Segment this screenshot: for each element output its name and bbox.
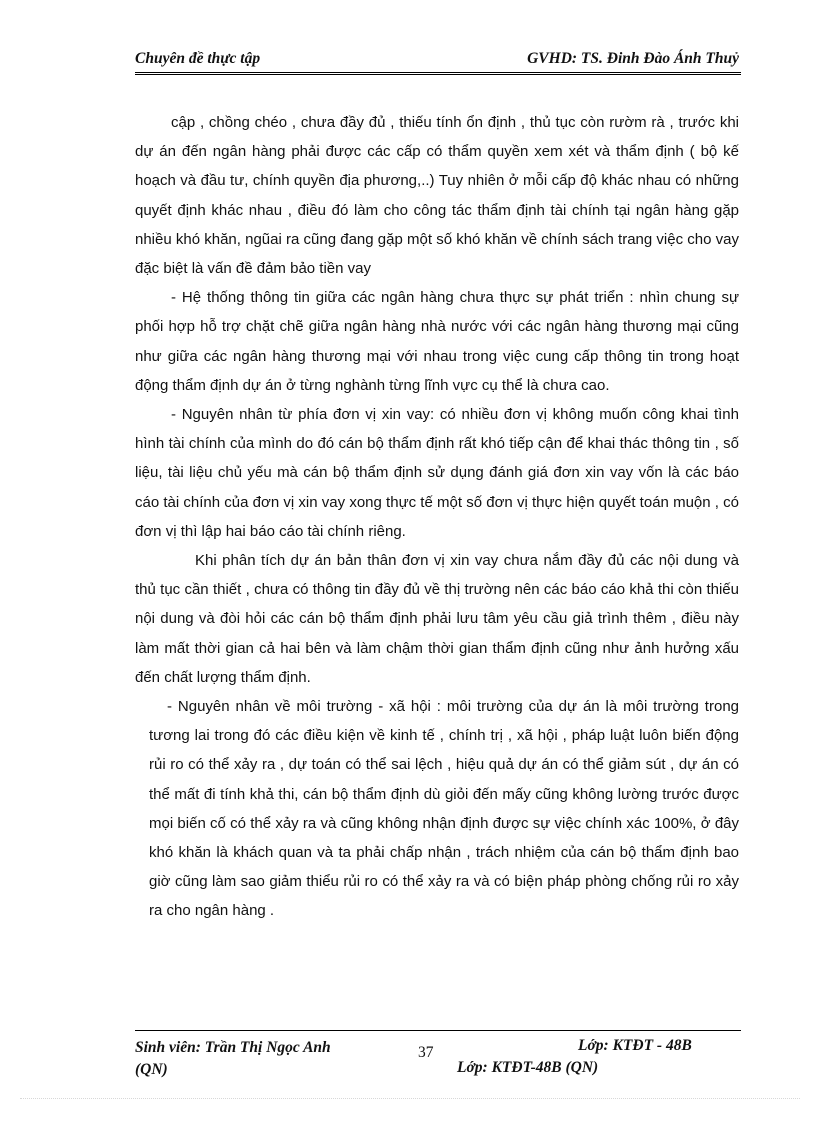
paragraph-5: - Nguyên nhân về môi trường - xã hội : môi trường của dự án là môi trường trong tương lai trong đó các điều kiện về kinh tế , chính trị , xã hội , pháp luật luôn biến động rủi ro có thể xảy ra , dự toán có thể sai lệch , hiệu quả dự án có thể giảm sút , dự án có thể mất đi tính khả thi, cán bộ thẩm định dù giỏi đến mấy cũng không lường trước được mọi biến cố có thể xảy ra và cũng không nhận định được sự việc chính xác 100%, ở đây khó khăn là khách quan và ta phải chấp nhận , trách nhiệm của cán bộ thẩm định bao giờ cũng làm sao giảm thiểu rủi ro có thể xảy ra và có biện pháp phòng chống rủi ro xảy ra cho ngân hàng . (149, 698, 739, 920)
page-edge-divider (20, 1098, 800, 1099)
advisor-name: GVHD: TS. Đinh Đào Ánh Thuỷ (527, 50, 739, 67)
paragraph-2: - Hệ thống thông tin giữa các ngân hàng chưa thực sự phát triển : nhìn chung sự phối hợp hỗ trợ chặt chẽ giữa ngân hàng nhà nước với các ngân hàng thương mại cũng như giữa các ngân hàng thương mại với nhau trong việc cung cấp thông tin trong hoạt động thẩm định dự án ở từng nghành từng lĩnh vực cụ thể là chưa cao. (135, 289, 739, 394)
paragraph-3: - Nguyên nhân từ phía đơn vị xin vay: có nhiều đơn vị không muốn công khai tình hình tài chính của mình do đó cán bộ thẩm định rất khó tiếp cận để khai thác thông tin , số liệu, tài liệu chủ yếu mà cán bộ thẩm định sử dụng đánh giá đơn xin vay vốn là các báo cáo tài chính của đơn vị xin vay xong thực tế một số đơn vị thực hiện quyết toán muộn , có đơn vị thì lập hai báo cáo tài chính riêng. (135, 406, 739, 540)
page-header (135, 46, 741, 75)
page-footer (135, 1030, 741, 1081)
document-body (135, 108, 739, 926)
student-campus: (QN) (135, 1061, 168, 1078)
paragraph-4: Khi phân tích dự án bản thân đơn vị xin vay chưa nắm đầy đủ các nội dung và thủ tục cần thiết , chưa có thông tin đầy đủ về thị trường nên các báo cáo khả thi còn thiếu nội dung và đòi hỏi các cán bộ thẩm định phải lưu tâm yêu cầu giả trình thêm , điều này làm mất thời gian cả hai bên và làm chậm thời gian thẩm định cũng như ảnh hưởng xấu đến chất lượng thẩm định. (135, 552, 739, 686)
page-number: 37 (418, 1044, 434, 1061)
student-info (135, 1037, 331, 1081)
class-label: Lớp: KTĐT - 48B (578, 1037, 692, 1054)
document-title: Chuyên đề thực tập (135, 50, 261, 67)
paragraph-1: cập , chồng chéo , chưa đầy đủ , thiếu tính ổn định , thủ tục còn rườm rà , trước khi dự án đến ngân hàng phải được các cấp có thẩm quyền xem xét và thẩm định ( bộ kế hoạch và đầu tư, chính quyền địa phương,..) Tuy nhiên ở mỗi cấp độ khác nhau có những quyết định khác nhau , điều đó làm cho công tác thẩm định tài chính tại ngân hàng gặp nhiều khó khăn, ngũai ra cũng đang gặp một số khó khăn về chính sách trang việc cho vay đặc biệt là vấn đề đảm bảo tiền vay (135, 114, 739, 278)
student-name: Sinh viên: Trần Thị Ngọc Anh (135, 1039, 331, 1056)
class-label-campus: Lớp: KTĐT-48B (QN) (457, 1059, 599, 1076)
